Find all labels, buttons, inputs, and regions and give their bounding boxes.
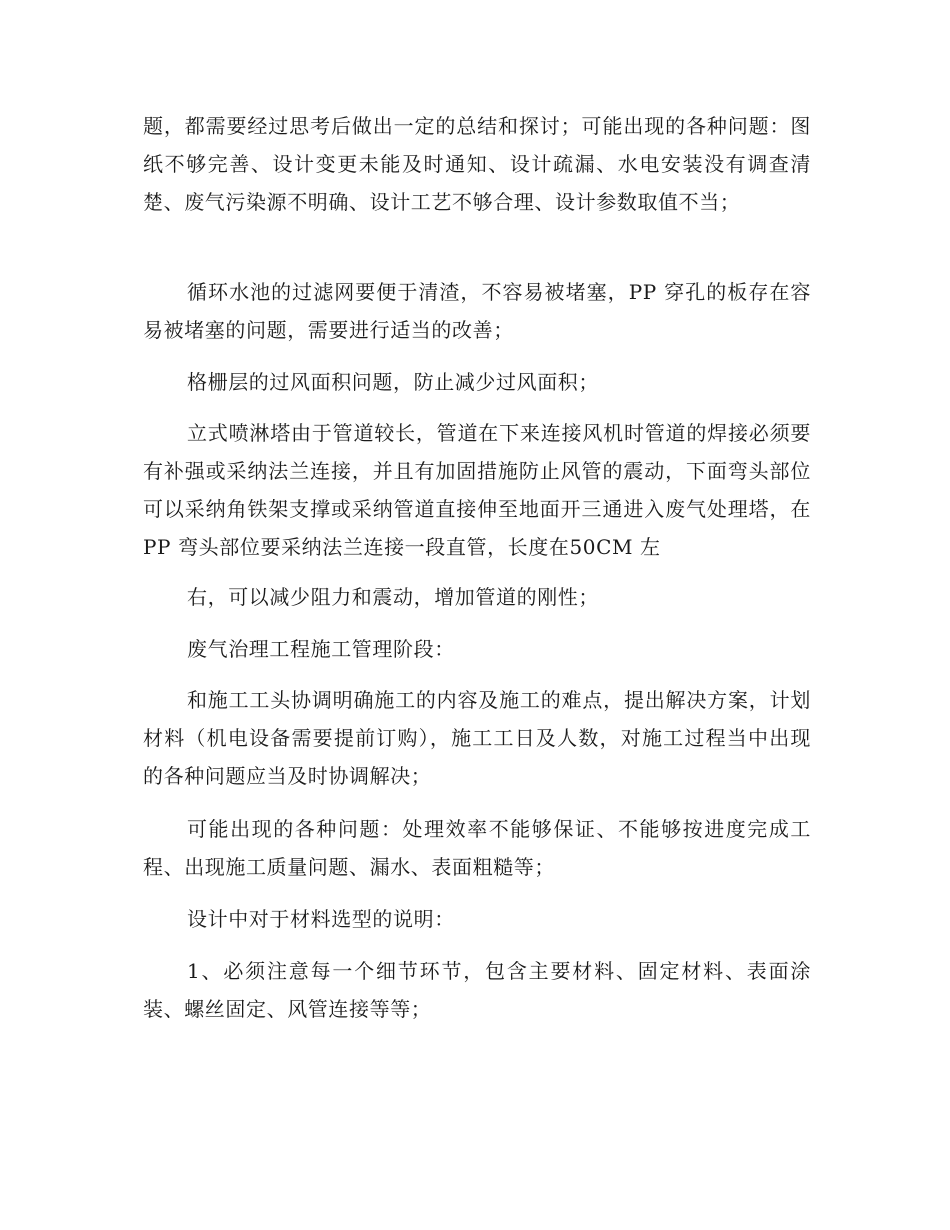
paragraph-material-selection: 设计中对于材料选型的说明： [187,907,455,931]
paragraph-grille-area: 格栅层的过风面积问题，防止减少过风面积； [187,370,599,394]
paragraph-filter-screen: 循环水池的过滤网要便于清渣，不容易被堵塞，PP 穿孔的板存在容易被堵塞的问题，需要进行适当的改善； [143,280,811,342]
paragraph-possible-problems: 可能出现的各种问题：处理效率不能够保证、不能够按进度完成工程、出现施工质量问题、漏水、表面粗糙等； [143,817,811,879]
paragraph-coordination: 和施工工头协调明确施工的内容及施工的难点，提出解决方案，计划材料（机电设备需要提前订购），施工工日及人数，对施工过程当中出现的各种问题应当及时协调解决； [143,688,811,788]
paragraph-construction-stage: 废气治理工程施工管理阶段： [187,637,455,661]
paragraph-reduce-resistance: 右，可以减少阻力和震动，增加管道的刚性； [187,585,599,609]
paragraph-spray-tower: 立式喷淋塔由于管道较长，管道在下来连接风机时管道的焊接必须要有补强或采纳法兰连接，并且有加固措施防止风管的震动，下面弯头部位可以采纳角铁架支撑或采纳管道直接伸至地面开三通进入废气处理塔，在PP 弯头部位要采纳法兰连接一段直管，长度在50CM 左 [143,421,811,559]
paragraph-item-1: 1、必须注意每一个细节环节，包含主要材料、固定材料、表面涂装、螺丝固定、风管连接等等； [143,959,811,1021]
paragraph-design-issues: 题，都需要经过思考后做出一定的总结和探讨；可能出现的各种问题：图纸不够完善、设计变更未能及时通知、设计疏漏、水电安装没有调查清楚、废气污染源不明确、设计工艺不够合理、设计参数取值不当； [143,114,811,214]
